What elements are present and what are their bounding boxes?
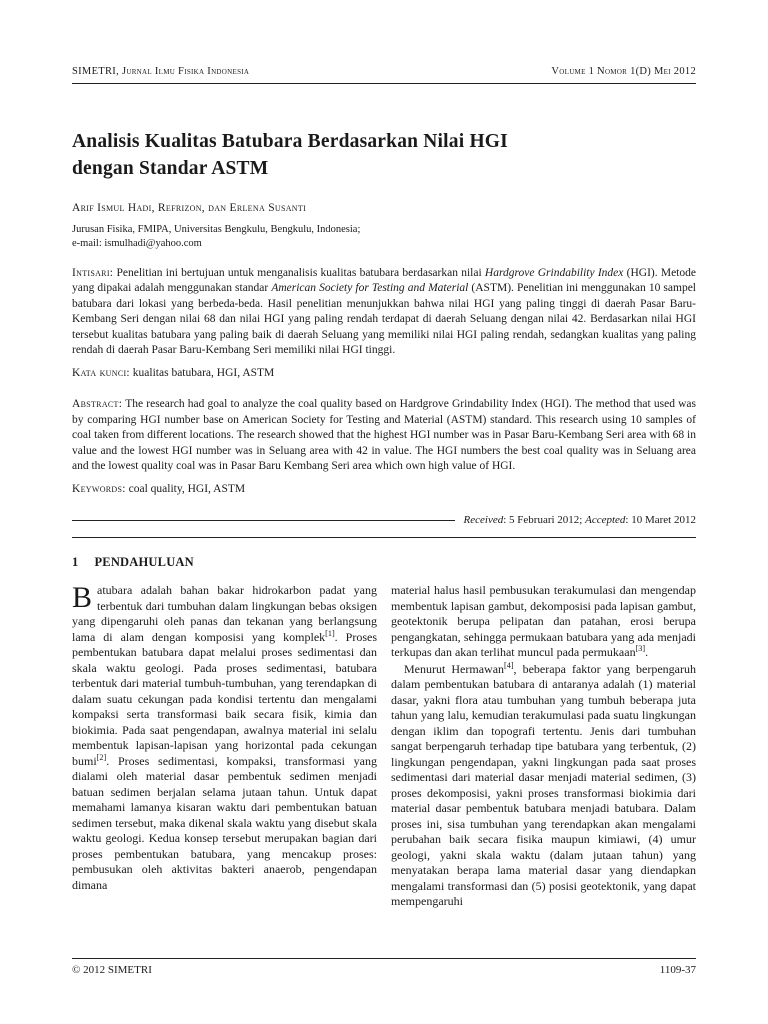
abstract-paragraph [72,397,696,474]
article-title-line2: dengan Standar ASTM [72,158,269,179]
received-accepted-dates: Received: 5 Februari 2012; Accepted: 10 Maret 2012 [463,514,696,527]
right-column [391,583,696,910]
volume-info: Volume 1 Nomor 1(D) Mei 2012 [551,66,696,77]
authors: Arif Ismul Hadi, Refrizon, dan Erlena Susanti [72,202,307,214]
copyright-notice: © 2012 SIMETRI [72,964,152,976]
left-column [72,583,377,910]
running-header [72,66,696,77]
mid-rule [72,537,696,538]
body-paragraph-1-text: atubara adalah bahan bakar hidrokarbon padat yang terbentuk dari tumbuhan dalam lingkungan bebas oksigen yang dipengaruhi oleh panas dan tekanan yang berlangsung lama di alam dengan komposisi yang komplek[1]. Proses pembentukan batubara dapat melalui proses sedimentasi dan skala waktu geologi. Pada proses sedimentasi, batubara terbentuk dari material tumbuh-tumbuhan, yang terendapkan di dalam suatu cekungan pada kondisi tertentu dan mengalami kompaksi serta transformasi baik secara fisik, kimia dan biokimia. Pada saat pengendapan, awalnya material ini selalu membentuk lapisan-lapisan yang horizontal pada cekungan bumi[2]. Proses sedimentasi, kompaksi, transformasi yang dialami oleh material dasar pembentuk sedimen menjadi batuan sedimen berjalan selama jutaan tahun. Untuk dapat memahami lamanya kisaran waktu dari pembentukan batuan sedimen tersebut, maka dikenal skala waktu yang disebut skala waktu geologi. Kedua konsep tersebut merupakan bagian dari proses pembentukan batubara, yang mencakup proses: pembusukan oleh aktivitas bakteri anaerob, pengendapan dimana [72,583,377,892]
keywords-label: Keywords: [72,483,126,496]
header-rule [72,83,696,84]
section-title: PENDAHULUAN [94,555,194,570]
section-number: 1 [72,555,79,570]
abstract-label: Abstract: [72,398,123,411]
keywords-text: coal quality, HGI, ASTM [128,483,246,496]
intisari-text: Penelitian ini bertujuan untuk menganalisis kualitas batubara berdasarkan nilai Hardgrove Grindability Index (HGI). Metode yang dipakai adalah menggunakan standar American Society for Testing and Material (ASTM). Penelitian ini menggunakan 10 sampel batubara dari lokasi yang berbeda-beda. Hasil penelitian menunjukkan bahwa nilai HGI yang paling tinggi di daerah Pasar Baru-Kembang Seri dengan nilai 68 dan nilai HGI yang paling rendah terdapat di daerah Seluang dengan nilai 42. Berdasarkan nilai HGI tersebut kualitas batubara yang paling baik di daerah Seluang yang memiliki nilai HGI paling rendah, sedangkan kualitas yang paling rendah di daerah Pasar Baru-Kembang Seri memiliki nilai HGI tinggi. [72,267,696,357]
kata-kunci-text: kualitas batubara, HGI, ASTM [132,367,275,380]
email: e-mail: ismulhadi@yahoo.com [72,237,202,249]
received-accepted-row [72,514,696,526]
page-footer [72,958,696,976]
intisari-label: Intisari: [72,267,114,279]
journal-name: SIMETRI, Jurnal Ilmu Fisika Indonesia [72,66,250,77]
kata-kunci-label: Kata kunci: [72,367,130,380]
affiliation: Jurusan Fisika, FMIPA, Universitas Bengkulu, Bengkulu, Indonesia; [72,224,361,235]
dates-horizontal-rule [72,520,455,521]
body-paragraph-1 [72,583,377,893]
body-paragraph-2: Menurut Hermawan[4], beberapa faktor yang berpengaruh dalam pembentukan batubara di antaranya adalah (1) material dasar, yakni flora atau tumbuhan yang tumbuh beberapa juta tahun yang lalu, kemudian terakumulasi pada suatu lingkungan dengan iklim dan topografi tertentu. Jenis dari tumbuhan sangat berpengaruh terhadap tipe batubara yang terbentuk, (2) lingkungan pengendapan, yakni lingkungan pada saat proses sedimentasi dari material dasar menjadi material sedimen, (3) proses dekomposisi, yakni proses transformasi biokimia dari material dasar pembentuk batubara menjadi batubara. Dalam proses ini, sisa tumbuhan yang terendapkan akan mengalami perubahan baik secara fisika maupun kimiawi, (4) umur geologi, yakni skala waktu (dalam jutaan tahun) yang menyatakan berapa lama material dasar yang diendapkan mengalami transformasi dan (5) posisi geotektonik, yang dapat mempengaruhi [391,660,697,909]
article-title [72,128,696,182]
keywords-line [72,482,696,497]
page-number: 1109-37 [659,964,696,976]
body-paragraph-1-continued: material halus hasil pembusukan terakumulasi dan mengendap membentuk lapisan gambut, dekomposisi pada lapisan gambut, geotektonik berupa pelipatan dan patahan, erosi berupa pengangkatan, sehingga permukaan batubara yang ada menjadi terkupas dan akan terlihat muncul pada permukaan[3]. [391,583,696,660]
dropcap-letter: B [72,581,93,615]
footer-rule [72,958,696,959]
footer-row [72,964,696,976]
kata-kunci-line [72,366,696,381]
intisari-paragraph [72,266,696,358]
article-title-line1: Analisis Kualitas Batubara Berdasarkan Nilai HGI [72,131,508,152]
body-columns [72,583,696,910]
section-heading-pendahuluan [72,555,696,570]
abstract-text: The research had goal to analyze the coal quality based on Hardgrove Grindability Index (HGI). The method that used was by comparing HGI number base on American Society for Testing and Material (ASTM) standard. This research using 10 samples of coal taken from different locations. The research showed that the highest HGI number was in Pasar Baru-Kembang Seri area with 68 in value and the lowest HGI number was in Seluang area with 42 in value. The HGI numbers the best coal quality was in Seluang area and the lowest quality coal was in Pasar Baru Kembang Seri area which own high value of HGI. [72,398,697,473]
